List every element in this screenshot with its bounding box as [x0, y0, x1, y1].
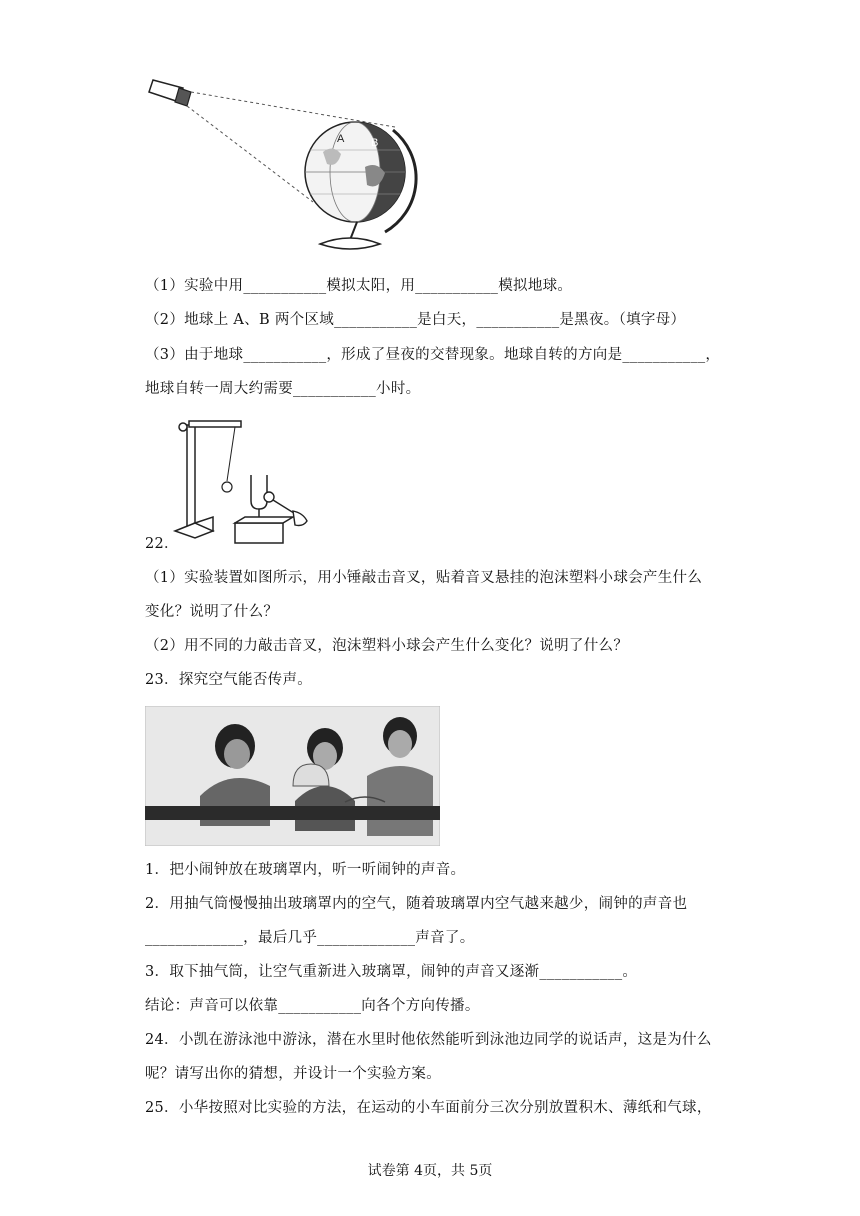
q22-part2: （2）用不同的力敲击音叉，泡沫塑料小球会产生什么变化？说明了什么？: [145, 638, 629, 654]
tuning-fork-icon: [235, 475, 293, 543]
q25: 25．小华按照对比实验的方法，在运动的小车面前分三次分别放置积木、薄纸和气球，: [145, 1100, 712, 1116]
q23-step2: 2．用抽气筒慢慢抽出玻璃罩内的空气，随着玻璃罩内空气越来越少，闹钟的声音也: [145, 896, 688, 912]
stand-icon: [175, 421, 241, 538]
tuning-fork-figure: [165, 413, 330, 548]
table: [145, 806, 440, 820]
globe-icon: [305, 122, 416, 249]
q22-part1: （1）实验装置如图所示，用小锤敲击音叉，贴着音叉悬挂的泡沫塑料小球会产生什么: [145, 570, 703, 586]
q24: 24．小凯在游泳池中游泳，潜在水里时他依然能听到泳池边同学的说话声，这是为什么: [145, 1032, 712, 1048]
flashlight-globe-figure: [145, 72, 430, 262]
q23-step2-cont: _____________，最后几乎_____________声音了。: [145, 930, 475, 946]
q23-step1: 1．把小闹钟放在玻璃罩内，听一听闹钟的声音。: [145, 862, 466, 878]
q21-part1: （1）实验中用___________模拟太阳，用___________模拟地球。: [145, 278, 573, 294]
q21-part2: （2）地球上 A、B 两个区域___________是白天，___________是黑夜。（填字母）: [145, 312, 686, 328]
q23-title: 23．探究空气能否传声。: [145, 672, 313, 688]
globe-label-b: B: [371, 137, 379, 149]
students-experiment-photo: [145, 706, 440, 846]
q22-part1-cont: 变化？说明了什么？: [145, 604, 279, 620]
q23-conclusion: 结论：声音可以依靠___________向各个方向传播。: [145, 998, 480, 1014]
q21-part3: （3）由于地球___________，形成了昼夜的交替现象。地球自转的方向是___________，: [145, 347, 721, 363]
globe-label-a: A: [337, 133, 345, 145]
foam-ball: [222, 482, 232, 492]
page-footer: 试卷第 4页，共 5页: [367, 1163, 493, 1179]
q23-step3: 3．取下抽气筒，让空气重新进入玻璃罩，闹钟的声音又逐渐___________。: [145, 964, 638, 980]
q24-cont: 呢？请写出你的猜想，并设计一个实验方案。: [145, 1066, 441, 1082]
q21-part3-cont: 地球自转一周大约需要___________小时。: [145, 381, 421, 397]
q22-number: 22．: [145, 536, 179, 552]
flashlight-icon: [149, 80, 191, 106]
pendulum-string: [227, 427, 235, 481]
